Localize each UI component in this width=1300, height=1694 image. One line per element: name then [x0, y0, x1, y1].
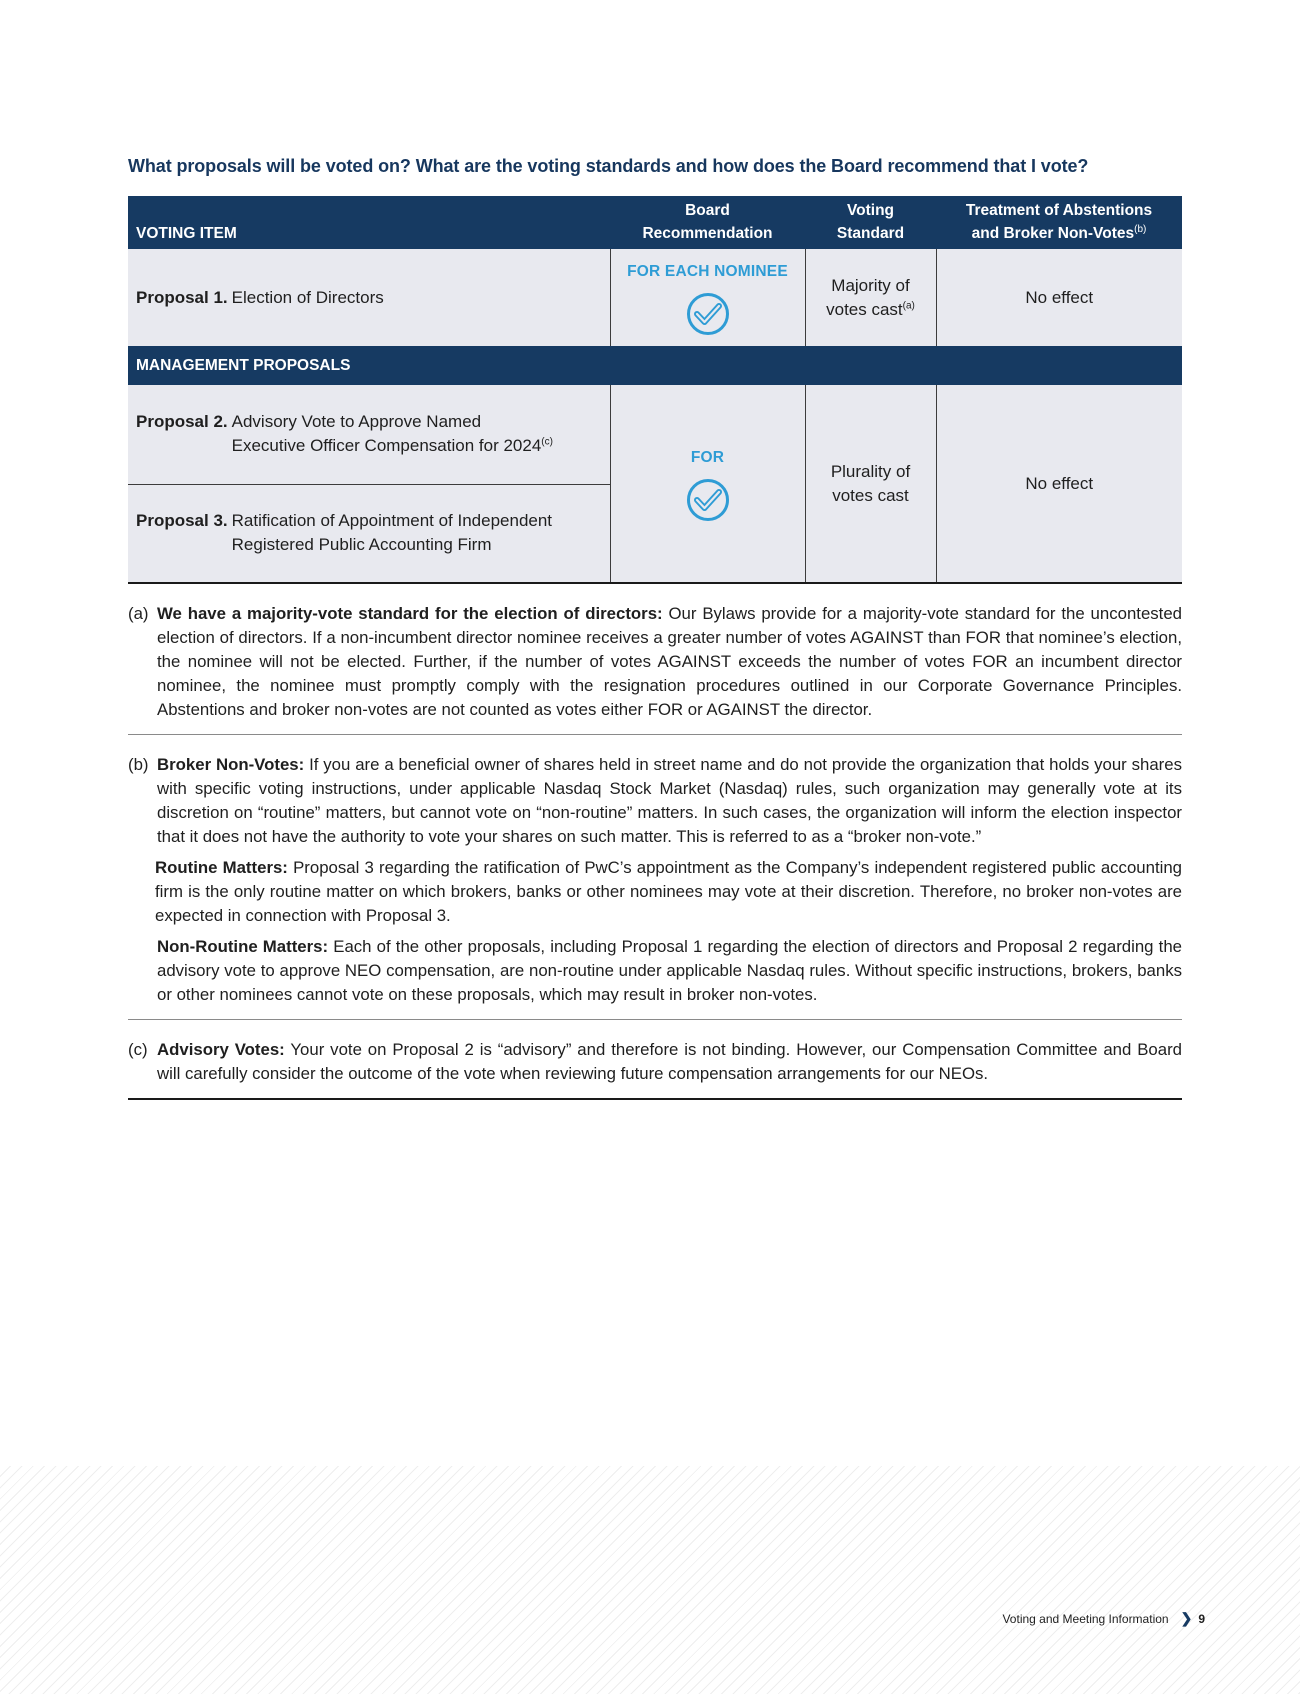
proposal-2-text: Advisory Vote to Approve Named Executive Officer Compensation for 2024$^{(c)}$: [231, 412, 553, 456]
proposal-1-item: [128, 249, 610, 346]
footnote-a-text: Our Bylaws provide for a majority-vote standard for the uncontested election of directors. If a non-incumbent director nominee receives a greater number of votes AGAINST than FOR that nominee’s election, the nominee will not be elected. Further, if the number of votes AGAINST exceeds the number of votes FOR an incumbent director nominee, the nominee must promptly comply with the resignation procedures outlined in our Corporate Governance Principles. Abstentions and broker non-votes are not counted as votes either FOR or AGAINST the director.: [157, 604, 1182, 719]
footnote-a-mark: (a): [128, 604, 149, 623]
group-recommendation: [610, 385, 805, 583]
checkmark-circle-icon: [686, 478, 730, 522]
header-voting-item: VOTING ITEM: [128, 196, 610, 249]
nonroutine-matters-text: Each of the other proposals, including Proposal 1 regarding the election of directors and Proposal 2 regarding the advisory vote to approve NEO compensation, are non-routine under applicable Nasdaq rules. Without specific instructions, brokers, banks or other nominees cannot vote on these proposals, which may result in broker non-votes.: [157, 937, 1182, 1004]
footnote-c-mark: (c): [128, 1040, 148, 1059]
header-treatment: Treatment of Abstentions and Broker Non-Votes$^{(b)}$: [936, 196, 1182, 249]
proposal-1-label: Proposal 1.: [136, 287, 228, 307]
table-row-proposal-1: [128, 249, 1182, 346]
footnote-a-title: We have a majority-vote standard for the election of directors:: [157, 604, 663, 623]
footnote-b-mark: (b): [128, 755, 149, 774]
footnote-c: [128, 1020, 1182, 1100]
proposal-3-item: [128, 484, 610, 583]
footnote-c-title: Advisory Votes:: [157, 1040, 285, 1059]
page-heading: What proposals will be voted on? What are the voting standards and how does the Board recommend that I vote?: [128, 156, 1089, 176]
checkmark-circle-icon: [686, 292, 730, 336]
proposal-3-text: Ratification of Appointment of Independent Registered Public Accounting Firm: [231, 511, 553, 555]
nonroutine-matters-title: Non-Routine Matters:: [157, 937, 329, 956]
group-standard: Plurality of votes cast: [805, 385, 936, 583]
recommendation-label: FOR: [690, 448, 725, 466]
routine-matters-text: Proposal 3 regarding the ratification of PwC’s appointment as the Company’s independent registered public accounting firm is the only routine matter on which brokers, banks or other nominees may vote at their discretion. Therefore, no broker non-votes are expected in connection with Proposal 3.: [155, 858, 1183, 925]
footnote-c-text: Your vote on Proposal 2 is “advisory” and therefore is not binding. However, our Compensation Committee and Board will carefully consider the outcome of the vote when reviewing future compensation arrangements for our NEOs.: [157, 1040, 1183, 1083]
decorative-pattern: [0, 1466, 1300, 1694]
footnotes: [128, 584, 1182, 1100]
page-number: 9: [1198, 1611, 1205, 1626]
recommendation-label: FOR EACH NOMINEE: [627, 262, 788, 280]
page-footer: [1002, 1610, 1205, 1627]
footnote-b-text: If you are a beneficial owner of shares held in street name and do not provide the organization that holds your shares with specific voting instructions, under applicable Nasdaq Stock Market (Nasdaq) rules, such organization may generally vote at its discretion on “routine” matters, but cannot vote on “non-routine” matters. In such cases, the organization will inform the election inspector that it does not have the authority to vote your shares on such matter. This is referred to as a “broker non-vote.”: [157, 755, 1182, 846]
footnote-b: [128, 735, 1182, 1020]
proposal-2-item: [128, 385, 610, 484]
footnote-b-title: Broker Non-Votes:: [157, 755, 305, 774]
main-content: [128, 155, 1182, 1100]
section-row-management: [128, 346, 1182, 385]
routine-matters-title: Routine Matters:: [155, 858, 288, 877]
proposal-1-standard: Majority of votes cast$^{(a)}$: [805, 249, 936, 346]
chevron-right-icon: ❯: [1180, 1610, 1193, 1626]
header-voting-standard: Voting Standard: [805, 196, 936, 249]
proposal-1-text: Election of Directors: [231, 287, 384, 307]
footnote-a: [128, 584, 1182, 735]
proposal-2-label: Proposal 2.: [136, 412, 228, 432]
proposal-3-label: Proposal 3.: [136, 511, 228, 531]
table-header-row: [128, 196, 1182, 249]
footer-section-label: Voting and Meeting Information: [1002, 1611, 1169, 1626]
proposal-1-recommendation: [610, 249, 805, 346]
proposal-1-treatment: No effect: [936, 249, 1182, 346]
table-row-proposal-2: [128, 385, 1182, 484]
group-treatment: No effect: [936, 385, 1182, 583]
section-label: MANAGEMENT PROPOSALS: [128, 346, 1182, 385]
header-board-recommendation: Board Recommendation: [610, 196, 805, 249]
voting-table: [128, 196, 1182, 584]
